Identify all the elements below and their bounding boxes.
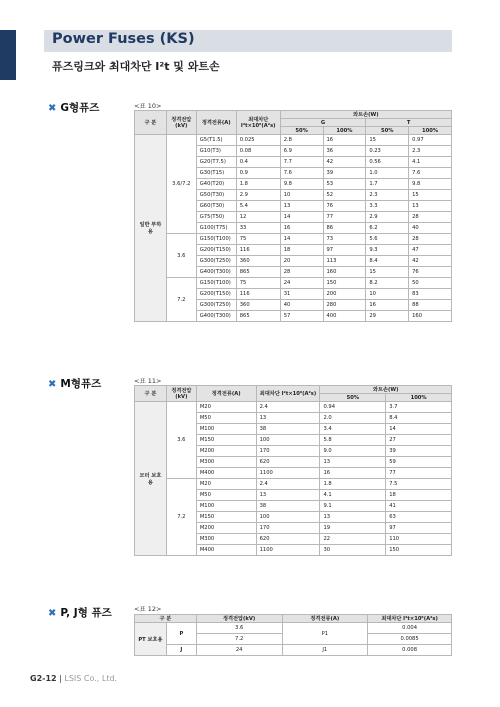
cell-current: M400	[196, 468, 256, 479]
cell-g-50: 28	[280, 267, 323, 278]
cell-current: G60(T30)	[196, 201, 236, 212]
cell-i2t: 0.0085	[368, 634, 452, 645]
h-g-50: 50%	[280, 127, 323, 135]
chapter-tab	[0, 30, 16, 80]
h-class: 구 분	[135, 386, 167, 402]
cell-50: 9.1	[320, 501, 386, 512]
cell-current: G30(T15)	[196, 168, 236, 179]
cell-g-50: 13	[280, 201, 323, 212]
cell-i2t: 13	[256, 490, 320, 501]
cell-t-100: 0.97	[409, 135, 452, 146]
section-g-label: G형퓨즈	[60, 102, 100, 114]
cell-100: 97	[386, 523, 452, 534]
cell-g-50: 7.6	[280, 168, 323, 179]
cell-t-50: 0.56	[366, 157, 409, 168]
cell-g-100: 150	[323, 278, 366, 289]
cell-current: G50(T30)	[196, 190, 236, 201]
cell-g-50: 57	[280, 311, 323, 322]
cell-volt: 3.6	[166, 234, 196, 278]
cell-i2t: 1.8	[236, 179, 280, 190]
h-class: 구 분	[135, 111, 167, 135]
cell-100: 63	[386, 512, 452, 523]
cell-50: 22	[320, 534, 386, 545]
cell-current: M50	[196, 490, 256, 501]
cell-g-100: 160	[323, 267, 366, 278]
cell-i2t: 1100	[256, 468, 320, 479]
cell-i2t: 865	[236, 311, 280, 322]
cell-g-100: 53	[323, 179, 366, 190]
cell-i2t: 33	[236, 223, 280, 234]
cell-t-50: 8.4	[366, 256, 409, 267]
cell-t-100: 9.8	[409, 179, 452, 190]
footer	[30, 674, 117, 683]
cell-t-50: 5.6	[366, 234, 409, 245]
h-i2t: 최대차단 I²t×10⁶(A²s)	[236, 111, 280, 135]
cell-current: G100(T75)	[196, 223, 236, 234]
cell-50: 5.8	[320, 435, 386, 446]
group-label: PT 보호용	[135, 623, 167, 656]
h-t: T	[366, 119, 452, 127]
cell-i2t: 360	[236, 300, 280, 311]
cell-t-50: 0.23	[366, 146, 409, 157]
cell-g-100: 42	[323, 157, 366, 168]
table-row	[135, 234, 452, 245]
cell-g-50: 9.8	[280, 179, 323, 190]
cell-g-50: 40	[280, 300, 323, 311]
cell-i2t: 0.4	[236, 157, 280, 168]
m-fuse-table	[134, 385, 452, 556]
cell-current: M400	[196, 545, 256, 556]
h-100: 100%	[386, 394, 452, 402]
cell-t-100: 13	[409, 201, 452, 212]
cell-g-50: 10	[280, 190, 323, 201]
company-name: LSIS Co., Ltd.	[64, 674, 118, 683]
pj-fuse-table	[134, 614, 452, 656]
cell-i2t: 5.4	[236, 201, 280, 212]
cell-g-100: 73	[323, 234, 366, 245]
table-row	[135, 479, 452, 490]
cell-g-100: 86	[323, 223, 366, 234]
cell-i2t: 100	[256, 435, 320, 446]
cell-g-50: 24	[280, 278, 323, 289]
cell-100: 27	[386, 435, 452, 446]
section-pj-label: P, J형 퓨즈	[60, 607, 112, 619]
bullet-icon: ✖	[48, 103, 57, 114]
cell-current: G200(T150)	[196, 245, 236, 256]
cell-current: G20(T7.5)	[196, 157, 236, 168]
cell-t-50: 1.7	[366, 179, 409, 190]
cell-100: 14	[386, 424, 452, 435]
cell-current: G300(T250)	[196, 256, 236, 267]
cell-g-50: 2.8	[280, 135, 323, 146]
cell-t-100: 28	[409, 234, 452, 245]
cell-t-100: 83	[409, 289, 452, 300]
cell-current: G10(T3)	[196, 146, 236, 157]
cell-i2t: 0.9	[236, 168, 280, 179]
h-current: 정격전류(A)	[196, 386, 256, 402]
cell-current: G200(T150)	[196, 289, 236, 300]
cell-t-100: 7.6	[409, 168, 452, 179]
cell-volt: 3.6/7.2	[166, 135, 196, 234]
cell-g-100: 280	[323, 300, 366, 311]
cell-i2t: 2.4	[256, 479, 320, 490]
page-subtitle: 퓨즈링크와 최대차단 I²t 및 와트손	[52, 60, 220, 73]
cell-50: 19	[320, 523, 386, 534]
cell-50: 1.8	[320, 479, 386, 490]
cell-t-50: 6.2	[366, 223, 409, 234]
cell-current: G150(T100)	[196, 278, 236, 289]
cell-t-100: 40	[409, 223, 452, 234]
cell-50: 13	[320, 457, 386, 468]
cell-100: 77	[386, 468, 452, 479]
cell-current: M100	[196, 501, 256, 512]
cell-i2t: 75	[236, 234, 280, 245]
cell-current: M100	[196, 424, 256, 435]
group-label: 모터 보호용	[135, 402, 167, 556]
cell-g-100: 200	[323, 289, 366, 300]
h-t-50: 50%	[366, 127, 409, 135]
cell-50: 3.4	[320, 424, 386, 435]
cell-t-50: 2.9	[366, 212, 409, 223]
cell-t-50: 15	[366, 135, 409, 146]
cell-i2t: 170	[256, 523, 320, 534]
cell-current: M150	[196, 435, 256, 446]
h-watt: 와트손(W)	[320, 386, 452, 394]
cell-current: G400(T300)	[196, 267, 236, 278]
cell-t-100: 42	[409, 256, 452, 267]
cell-t-50: 2.3	[366, 190, 409, 201]
cell-i2t: 0.004	[368, 623, 452, 634]
h-50: 50%	[320, 394, 386, 402]
cell-current: M50	[196, 413, 256, 424]
cell-t-50: 10	[366, 289, 409, 300]
cell-50: 4.1	[320, 490, 386, 501]
cell-g-100: 36	[323, 146, 366, 157]
cell-t-50: 3.3	[366, 201, 409, 212]
cell-i2t: 2.9	[236, 190, 280, 201]
cell-g-100: 113	[323, 256, 366, 267]
cell-100: 18	[386, 490, 452, 501]
cell-g-100: 16	[323, 135, 366, 146]
h-watt: 와트손(W)	[280, 111, 451, 119]
cell-volt: 7.2	[166, 479, 196, 556]
cell-current: M200	[196, 446, 256, 457]
cell-i2t: 116	[236, 245, 280, 256]
footer-divider: |	[59, 674, 65, 683]
cell-i2t: 0.008	[368, 645, 452, 656]
cell-volt: 7.2	[166, 278, 196, 322]
cell-g-50: 31	[280, 289, 323, 300]
cell-current: M200	[196, 523, 256, 534]
cell-50: 2.0	[320, 413, 386, 424]
cell-t-50: 16	[366, 300, 409, 311]
section-m-heading	[48, 376, 101, 391]
cell-g-50: 16	[280, 223, 323, 234]
cell-current: G300(T250)	[196, 300, 236, 311]
g-fuse-table	[134, 110, 452, 322]
cell-t-100: 4.1	[409, 157, 452, 168]
h-volt: 정격전압 (kV)	[166, 386, 196, 402]
cell-g-100: 76	[323, 201, 366, 212]
cell-100: 8.4	[386, 413, 452, 424]
h-i2t: 최대차단 I²t×10⁶(A²s)	[256, 386, 320, 402]
h-t-100: 100%	[409, 127, 452, 135]
cell-i2t: 620	[256, 457, 320, 468]
cell-g-50: 18	[280, 245, 323, 256]
section-m-label: M형퓨즈	[60, 378, 102, 390]
table-row	[135, 402, 452, 413]
cell-current: P1	[282, 623, 368, 645]
h-g-100: 100%	[323, 127, 366, 135]
h-volt: 정격전압(kV)	[196, 615, 282, 623]
h-current: 정격전류(A)	[196, 111, 236, 135]
cell-i2t: 12	[236, 212, 280, 223]
cell-100: 39	[386, 446, 452, 457]
cell-g-100: 52	[323, 190, 366, 201]
cell-i2t: 2.4	[256, 402, 320, 413]
cell-i2t: 1100	[256, 545, 320, 556]
cell-i2t: 75	[236, 278, 280, 289]
cell-100: 59	[386, 457, 452, 468]
table-row	[135, 278, 452, 289]
h-volt: 정격전압 (kV)	[166, 111, 196, 135]
cell-g-100: 97	[323, 245, 366, 256]
cell-g-50: 14	[280, 212, 323, 223]
cell-t-100: 88	[409, 300, 452, 311]
table-11-caption: <표 11>	[134, 377, 162, 385]
cell-current: M20	[196, 479, 256, 490]
cell-g-50: 20	[280, 256, 323, 267]
cell-i2t: 865	[236, 267, 280, 278]
cell-current: G400(T300)	[196, 311, 236, 322]
cell-t-100: 28	[409, 212, 452, 223]
cell-g-50: 7.7	[280, 157, 323, 168]
cell-i2t: 38	[256, 501, 320, 512]
cell-50: 0.94	[320, 402, 386, 413]
cell-volt: 3.6	[166, 402, 196, 479]
cell-100: 7.5	[386, 479, 452, 490]
cell-i2t: 620	[256, 534, 320, 545]
cell-i2t: 360	[236, 256, 280, 267]
h-i2t: 최대차단 I²t×10⁶(A²s)	[368, 615, 452, 623]
cell-current: G150(T100)	[196, 234, 236, 245]
bullet-icon: ✖	[48, 379, 57, 390]
cell-t-100: 15	[409, 190, 452, 201]
page-title: Power Fuses (KS)	[52, 31, 195, 47]
cell-g-50: 6.9	[280, 146, 323, 157]
cell-t-100: 2.3	[409, 146, 452, 157]
type-p: P	[166, 623, 196, 645]
cell-volt: 7.2	[196, 634, 282, 645]
cell-50: 16	[320, 468, 386, 479]
cell-50: 30	[320, 545, 386, 556]
cell-50: 13	[320, 512, 386, 523]
cell-i2t: 116	[236, 289, 280, 300]
cell-current: M300	[196, 534, 256, 545]
cell-volt: 3.6	[196, 623, 282, 634]
cell-t-50: 9.3	[366, 245, 409, 256]
cell-g-50: 14	[280, 234, 323, 245]
cell-current: J1	[282, 645, 368, 656]
section-pj-heading	[48, 605, 112, 620]
cell-current: G75(T50)	[196, 212, 236, 223]
cell-100: 3.7	[386, 402, 452, 413]
cell-t-50: 29	[366, 311, 409, 322]
cell-i2t: 0.08	[236, 146, 280, 157]
cell-volt: 24	[196, 645, 282, 656]
cell-100: 150	[386, 545, 452, 556]
cell-t-100: 47	[409, 245, 452, 256]
cell-100: 41	[386, 501, 452, 512]
cell-i2t: 170	[256, 446, 320, 457]
h-class: 구 분	[135, 615, 197, 623]
cell-current: M20	[196, 402, 256, 413]
page-number: G2-12	[30, 674, 57, 683]
cell-t-100: 160	[409, 311, 452, 322]
table-10-caption: <표 10>	[134, 102, 162, 110]
cell-current: M300	[196, 457, 256, 468]
cell-t-100: 50	[409, 278, 452, 289]
cell-t-50: 15	[366, 267, 409, 278]
cell-g-100: 77	[323, 212, 366, 223]
table-12-caption: <표 12>	[134, 605, 162, 613]
cell-100: 110	[386, 534, 452, 545]
cell-g-100: 39	[323, 168, 366, 179]
cell-current: M150	[196, 512, 256, 523]
h-current: 정격전류(A)	[282, 615, 368, 623]
type-j: J	[166, 645, 196, 656]
cell-current: G5(T1.5)	[196, 135, 236, 146]
cell-t-100: 76	[409, 267, 452, 278]
cell-i2t: 38	[256, 424, 320, 435]
cell-g-100: 400	[323, 311, 366, 322]
cell-50: 9.0	[320, 446, 386, 457]
table-row	[135, 135, 452, 146]
cell-current: G40(T20)	[196, 179, 236, 190]
bullet-icon: ✖	[48, 608, 57, 619]
section-g-heading	[48, 100, 99, 115]
h-g: G	[280, 119, 366, 127]
cell-i2t: 13	[256, 413, 320, 424]
cell-i2t: 0.025	[236, 135, 280, 146]
group-label: 일반 부하용	[135, 135, 167, 322]
cell-t-50: 1.0	[366, 168, 409, 179]
cell-i2t: 100	[256, 512, 320, 523]
cell-t-50: 8.2	[366, 278, 409, 289]
